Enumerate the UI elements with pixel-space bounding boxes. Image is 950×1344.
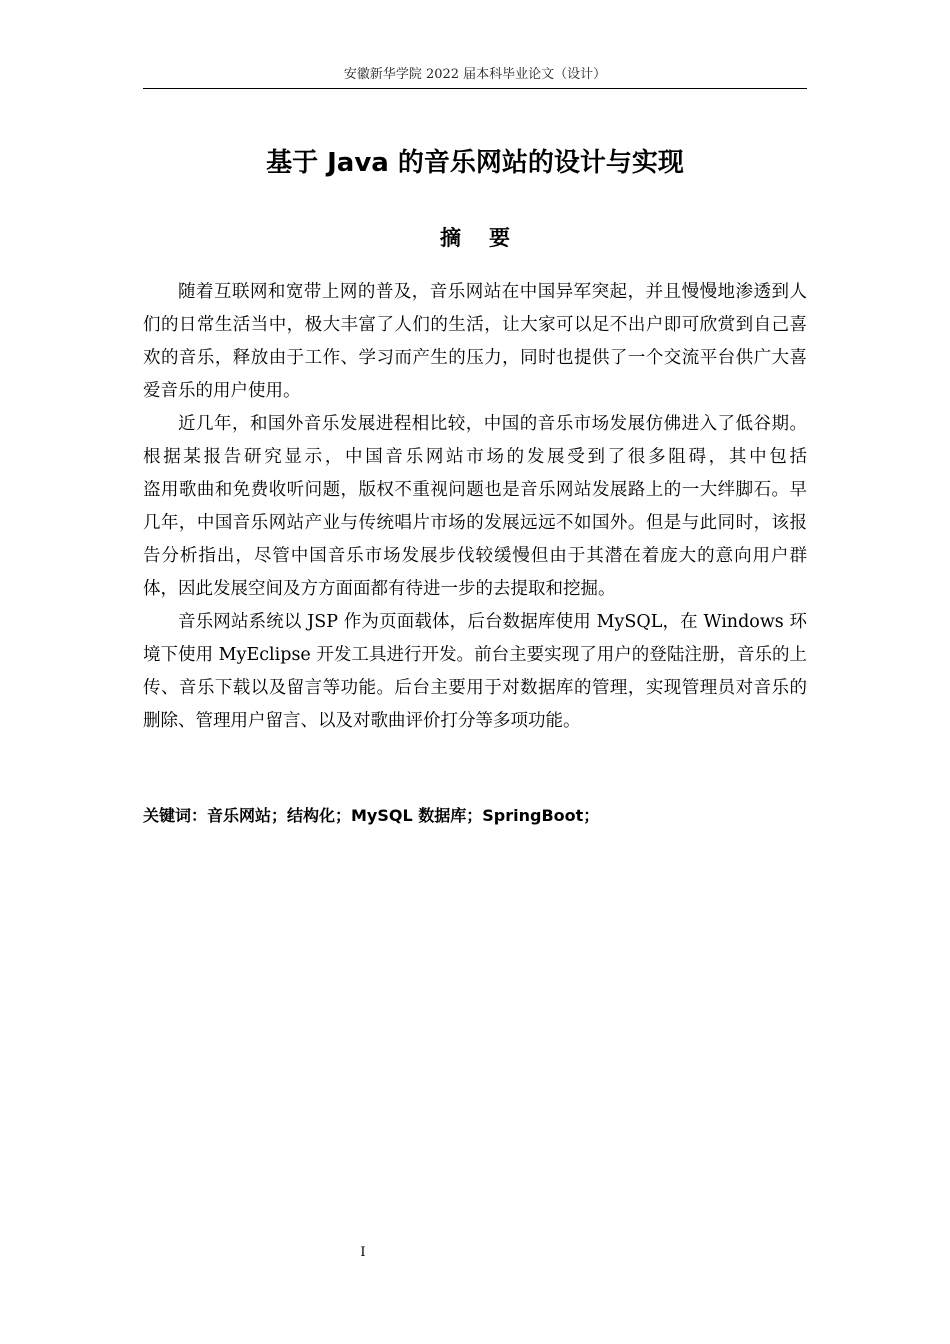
- page-number: I: [360, 1245, 366, 1260]
- document-title: 基于 Java 的音乐网站的设计与实现: [266, 148, 684, 178]
- abstract-body: [143, 276, 912, 738]
- abstract-paragraph-3: 音乐网站系统以 JSP 作为页面载体，后台数据库使用 MySQL，在 Windows 环境下使用 MyEclipse 开发工具进行开发。前台主要实现了用户的登陆注册，音乐的上传、音乐下载以及留言等功能。后台主要用于对数据库的管理，实现管理员对音乐的删除、管理用户留言、以及对歌曲评价打分等多项功能。: [143, 612, 807, 731]
- running-header: [143, 66, 807, 89]
- running-header-text: 安徽新华学院 2022 届本科毕业论文（设计）: [343, 67, 607, 82]
- abstract-heading: 摘要: [440, 226, 538, 250]
- abstract-paragraph-1: 随着互联网和宽带上网的普及，音乐网站在中国异军突起，并且慢慢地渗透到人们的日常生活当中，极大丰富了人们的生活，让大家可以足不出户即可欣赏到自己喜欢的音乐，释放由于工作、学习而产生的压力，同时也提供了一个交流平台供广大喜爱音乐的用户使用。: [143, 282, 807, 401]
- abstract-paragraph-2: 近几年，和国外音乐发展进程相比较，中国的音乐市场发展仿佛进入了低谷期。根据某报告研究显示，中国音乐网站市场的发展受到了很多阻碍，其中包括 盗用歌曲和免费收听问题，版权不重视问题也是音乐网站发展路上的一大绊脚石。早几年，中国音乐网站产业与传统唱片市场的发展远远不如国外。但是与此同时，该报告分析指出，尽管中国音乐市场发展步伐较缓慢但由于其潜在着庞大的意向用户群体，因此发展空间及方方面面都有待进一步的去提取和挖掘。: [143, 414, 912, 599]
- keywords-line: 关键词：音乐网站；结构化；MySQL 数据库；SpringBoot；: [143, 806, 600, 825]
